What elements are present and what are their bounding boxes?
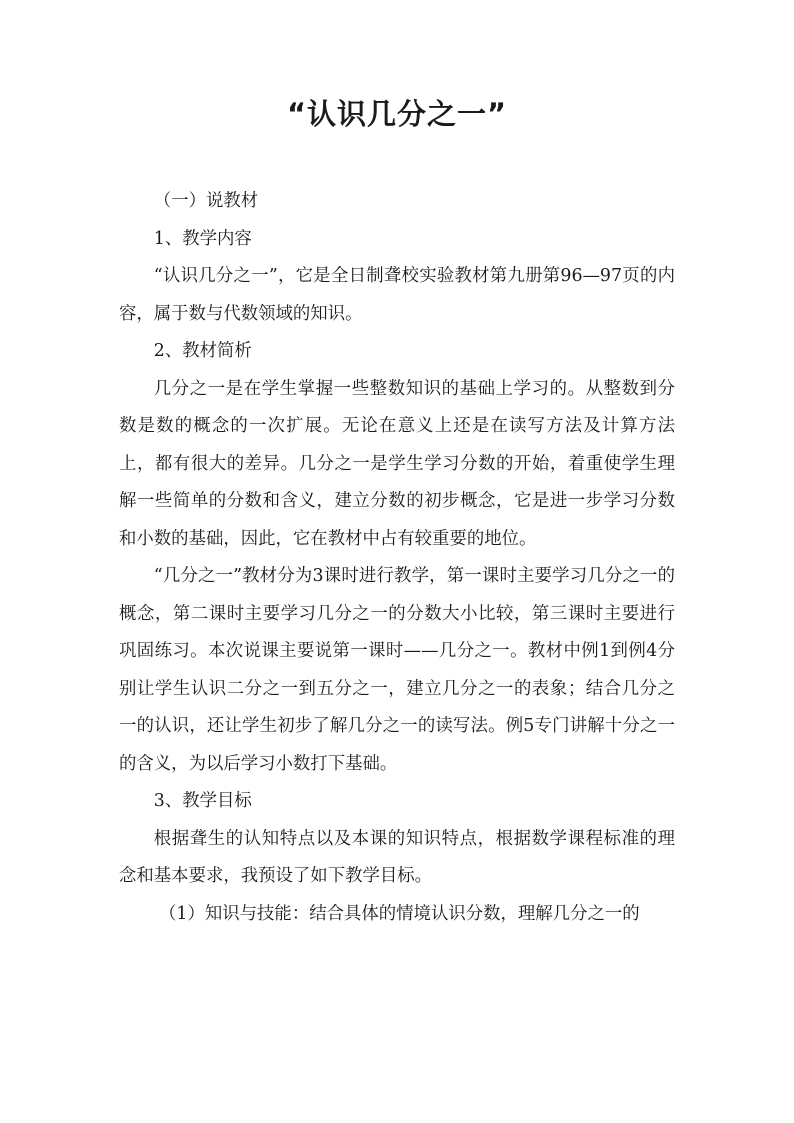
- paragraph-lesson-plan: “几分之一”教材分为3课时进行教学，第一课时主要学习几分之一的概念，第二课时主要学习几分之一的分数大小比较，第三课时主要进行巩固练习。本次说课主要说第一课时——几分之一。教材中例1到例4分别让学生认识二分之一到五分之一，建立几分之一的表象；结合几分之一的认识，还让学生初步了解几分之一的读写法。例5专门讲解十分之一的含义，为以后学习小数打下基础。: [119, 566, 675, 774]
- subheading-teaching-goals: 3、教学目标: [153, 791, 252, 811]
- paragraph-teaching-goals: 根据聋生的认知特点以及本课的知识特点，根据数学课程标准的理念和基本要求，我预设了如下教学目标。: [119, 828, 675, 886]
- subheading-material-analysis: 2、教材简析: [153, 341, 252, 361]
- paragraph-teaching-content: “认识几分之一”，它是全日制聋校实验教材第九册第96—97页的内容，属于数与代数领域的知识。: [119, 266, 675, 324]
- paragraph-material-analysis: 几分之一是在学生掌握一些整数知识的基础上学习的。从整数到分数是数的概念的一次扩展。无论在意义上还是在读写方法及计算方法上，都有很大的差异。几分之一是学生学习分数的开始，着重使学生理解一些简单的分数和含义，建立分数的初步概念，它是进一步学习分数和小数的基础，因此，它在教材中占有较重要的地位。: [119, 378, 675, 549]
- document-title: “认识几分之一”: [286, 97, 508, 131]
- subheading-teaching-content: 1、教学内容: [153, 228, 252, 249]
- document-body: [119, 183, 675, 933]
- paragraph-knowledge-skills: （1）知识与技能：结合具体的情境认识分数，理解几分之一的: [159, 903, 640, 924]
- section-heading-teaching-material: （一）说教材: [153, 191, 259, 211]
